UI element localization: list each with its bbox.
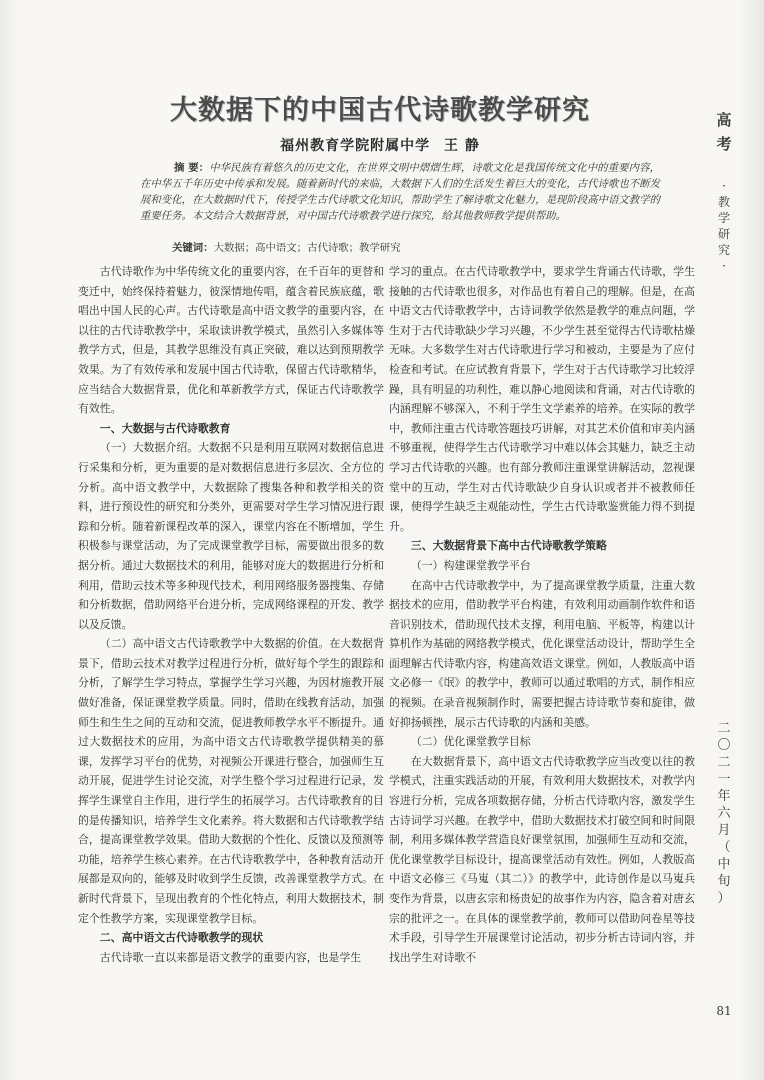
body-paragraph: 在高中古代诗歌教学中，为了提高课堂教学质量，注重大数据技术的应用，借助教学平台构建，有效利用动画制作软件和语音识别技术，借助现代技术支撑，利用电脑、平板等，构建以计算机作为基础的网络教学模式，优化课堂活动设计，帮助学生全面理解古代诗歌内容，构建高效语文课堂。例如，人教版高中语文必修一《氓》的教学中，教师可以通过歌唱的方式，制作相应的视频。在录音视频制作时，需要把握古诗诗歌节奏和旋律，做好抑扬顿挫，展示古代诗歌的内涵和美感。: [389, 578, 695, 729]
abstract-text: 中华民族有着悠久的历史文化，在世界文明中熠熠生辉，诗歌文化是我国传统文化中的重要内容，在中华五千年历史中传承和发展。随着新时代的来临，大数据下人们的生活发生着巨大的变化，古代诗歌也不断发展和变化，在大数据时代下，传授学生古代诗歌文化知识，帮助学生了解诗歌文化魅力，是现阶段高中语文教学的重要任务。本文结合大数据背景，对中国古代诗歌教学进行探究，给其他教师教学提供帮助。: [140, 162, 661, 222]
journal-name-char: 学: [717, 211, 730, 225]
section-heading: （二）优化课堂教学目标: [410, 735, 531, 749]
author-name: 王 静: [444, 138, 480, 154]
issue-date-char: 年: [717, 789, 731, 804]
abstract-label: 摘 要：: [174, 162, 210, 174]
journal-name-vertical: [712, 108, 736, 274]
keywords: [172, 240, 652, 256]
body-paragraph: 古代诗歌一直以来都是语文教学的重要内容，也是学生: [99, 950, 362, 964]
body-paragraph: 在大数据背景下，高中语文古代诗歌教学应当改变以往的教学模式，注重实践活动的开展，有效利用大数据技术，对教学内容进行分析，完成各项数据存储，分析古代诗歌内容，激发学生古诗词学习兴趣。在教学中，借助大数据技术打破空间和时间限制，利用多媒体教学营造良好课堂氛围，加强师生互动和交流，优化课堂教学目标设计，提高课堂活动有效性。例如，人教版高中语文必修三《马嵬（其二）》的教学中，此诗创作是以马嵬兵变作为背景，以唐玄宗和杨贵妃的故事作为内容，隐含着对唐玄宗的批评之一。在具体的课堂教学前，教师可以借助问卷星等技术手段，引导学生开展课堂讨论活动，初步分析古诗词内容，并找出学生对诗歌不: [389, 754, 695, 964]
keywords-label: 关键词：: [172, 242, 214, 254]
issue-date-char: 二: [717, 721, 731, 736]
article-title: 大数据下的中国古代诗歌教学研究: [170, 95, 590, 126]
section-heading: 二、高中语文古代诗歌教学的现状: [99, 931, 264, 945]
issue-date-char: 月: [717, 823, 731, 838]
journal-name-char: 教: [717, 195, 730, 209]
abstract: [140, 160, 660, 224]
sidebar-spacer: [712, 156, 736, 178]
issue-date-char: 一: [717, 772, 731, 787]
body-column-left: [78, 262, 384, 967]
issue-date-char: 中: [717, 857, 731, 872]
body-column-right: [389, 262, 695, 967]
issue-date-char: 二: [717, 755, 731, 770]
section-heading: 一、大数据与古代诗歌教育: [99, 421, 231, 435]
issue-date-char: 旬: [717, 874, 731, 889]
journal-name-char: ·: [722, 259, 726, 273]
issue-date-char: 六: [717, 806, 731, 821]
page-number: 81: [716, 1004, 732, 1018]
journal-name-char: 高: [716, 111, 732, 129]
author-line: [200, 135, 560, 155]
section-heading: 三、大数据背景下高中古代诗歌教学策略: [410, 539, 607, 553]
body-paragraph: 学习的重点。在古代诗歌教学中，要求学生背诵古代诗歌，学生接触的古代诗歌也很多，对作品也有着自己的理解。但是，在高中语文古代诗歌教学中，古诗词教学依然是教学的难点问题，学生对于古代诗歌缺少学习兴趣，不少学生甚至觉得古代诗歌枯燥无味。大多数学生对古代诗歌进行学习和被动，主要是为了应付检查和考试。在应试教育背景下，学生对于古代诗歌学习比较浮躁，具有明显的功利性，难以静心地阅读和背诵，对古代诗歌的内涵理解不够深入，不利于学生文学素养的培养。在实际的教学中，教师注重古代诗歌答题技巧讲解，对其艺术价值和审美内涵不够重视，使得学生古代诗歌学习中难以体会其魅力，缺乏主动学习古代诗歌的兴趣。也有部分教师注重课堂讲解活动，忽视课堂中的互动，学生对古代诗歌缺少自身认识或者并不被教师任课，使得学生缺乏主观能动性，学生古代诗歌鉴赏能力得不到提升。: [389, 265, 695, 533]
issue-date-vertical: [712, 720, 736, 907]
issue-date-char: ）: [717, 891, 731, 906]
author-affiliation: 福州教育学院附属中学: [280, 138, 431, 154]
section-heading: （一）构建课堂教学平台: [410, 558, 531, 572]
journal-name-char: ·: [722, 179, 726, 193]
issue-date-char: （: [717, 840, 731, 855]
journal-name-char: 考: [716, 135, 732, 153]
body-paragraph: 古代诗歌作为中华传统文化的重要内容，在千百年的更替和变迁中，始终保持着魅力，彼深情地传唱，蕴含着民族底蕴，歌唱出中国人民的心声。古代诗歌是高中语文教学的重要内容，在以往的古代诗歌教学中，采取读讲教学模式，虽然引入多媒体等教学方式，但是，其教学思维没有真正突破，难以达到预期教学效果。为了有效传承和发展中国古代诗歌，保留古代诗歌精华，应当结合大数据背景，优化和革新教学方式，保证古代诗歌教学有效性。: [78, 265, 384, 416]
keywords-text: 大数据；高中语文；古代诗歌；教学研究: [213, 242, 401, 254]
body-paragraph: （一）大数据介绍。大数据不只是利用互联网对数据信息进行采集和分析，更为重要的是对数据信息进行多层次、全方位的分析。高中语文教学中，大数据除了搜集各种和教学相关的资料，进行预设性的研究和分类外，更需要对学生学习情况进行跟踪和分析。随着新课程改革的深入，课堂内容在不断增加，学生积极参与课堂活动，为了完成课堂教学目标，需要做出很多的数据分析。通过大数据技术的利用，能够对庞大的数据进行分析和利用，借助云技术等多种现代技术，利用网络服务器搜集、存储和分析数据，借助网络平台进分析，完成网络课程的开发、教学以及反馈。: [78, 441, 384, 631]
body-paragraph: （二）高中语文古代诗歌教学中大数据的价值。在大数据背景下，借助云技术对教学过程进行分析，做好每个学生的跟踪和分析，了解学生学习特点，掌握学生学习兴趣，为因材施教开展做好准备，保证课堂教学质量。同时，借助在线教育活动，加强师生和生生之间的互动和交流，促进教师教学水平不断提升。通过大数据技术的应用，为高中语文古代诗歌教学提供精美的慕课，发挥学习平台的优势，对视频公开课进行整合，加强师生互动开展，促进学生讨论交流，对学生整个学习过程进行记录，发挥学生课堂自主作用，进行学生的拓展学习。古代诗歌教育的目的是传播知识，培养学生文化素养。将大数据和古代诗歌教学结合，提高课堂教学效果。借助大数据的个性化、反馈以及预测等功能，培养学生核心素养。在古代诗歌教学中，各种教育活动开展都是双向的，能够及时收到学生反馈，改善课堂教学方式。在新时代背景下，呈现出教育的个性化特点，利用大数据技术，制定个性教学方案，实现课堂教学目标。: [78, 637, 384, 925]
journal-name-char: 究: [717, 243, 730, 257]
issue-date-char: 〇: [717, 738, 731, 753]
journal-name-char: 研: [717, 227, 730, 241]
